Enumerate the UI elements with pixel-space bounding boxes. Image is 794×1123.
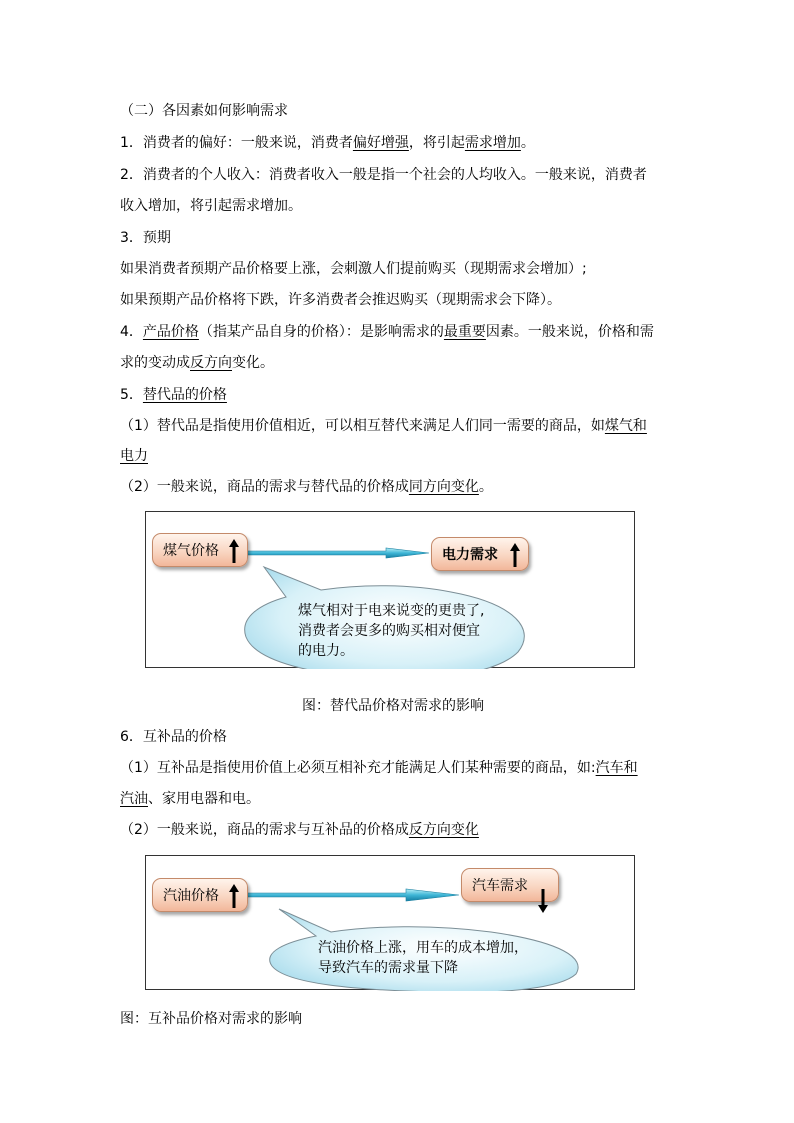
item-4-line-2: 求的变动成反方向变化。: [120, 355, 274, 371]
item-5-title: 5．替代品的价格: [120, 387, 227, 403]
up-arrow-icon: [229, 539, 239, 563]
gas-price-box: 煤气价格: [152, 533, 248, 567]
item-5-1-line-2: 电力: [120, 448, 148, 464]
gasoline-price-box: 汽油价格: [152, 878, 248, 912]
connector-arrow: [242, 889, 459, 901]
item-6-2: （2）一般来说，商品的需求与互补品的价格成反方向变化: [120, 822, 479, 838]
item-6-1-line-2: 汽油、家用电器和电。: [120, 791, 260, 807]
diagram-2-caption: 图：互补品价格对需求的影响: [120, 1011, 302, 1027]
section-title: （二）各因素如何影响需求: [120, 103, 288, 119]
item-1: 1．消费者的偏好：一般来说，消费者偏好增强，将引起需求增加。: [120, 135, 535, 151]
item-3-line-1: 如果消费者预期产品价格要上涨，会刺激人们提前购买（现期需求会增加）;: [120, 261, 587, 277]
bubble-text-2: 汽油价格上涨，用车的成本增加， 导致汽车的需求量下降: [318, 940, 528, 976]
up-arrow-icon: [510, 543, 520, 567]
complement-diagram: [145, 855, 635, 990]
diagram-1-caption: 图：替代品价格对需求的影响: [302, 698, 484, 714]
item-5-2: （2）一般来说，商品的需求与替代品的价格成同方向变化。: [120, 479, 493, 495]
item-4-line-1: 4．产品价格（指某产品自身的价格）：是影响需求的最重要因素。一般来说，价格和需: [120, 324, 654, 340]
electricity-demand-box: 电力需求: [431, 537, 529, 571]
item-2-line-1: 2．消费者的个人收入：消费者收入一般是指一个社会的人均收入。一般来说，消费者: [120, 167, 647, 183]
item-6-title: 6．互补品的价格: [120, 729, 227, 745]
item-6-1-line-1: （1）互补品是指使用价值上必须互相补充才能满足人们某种需要的商品，如:汽车和: [120, 760, 638, 776]
connector-arrow: [242, 548, 429, 558]
item-2-line-2: 收入增加，将引起需求增加。: [120, 198, 302, 214]
down-arrow-icon: [538, 889, 548, 913]
car-demand-box: 汽车需求: [461, 868, 559, 902]
item-5-1-line-1: （1）替代品是指使用价值相近，可以相互替代来满足人们同一需要的商品，如煤气和: [120, 418, 647, 434]
item-3-line-2: 如果预期产品价格将下跌，许多消费者会推迟购买（现期需求会下降）。: [120, 292, 561, 308]
bubble-text-1: 煤气相对于电来说变的更贵了, 消费者会更多的购买相对便宜 的电力。: [298, 603, 485, 659]
item-3-title: 3．预期: [120, 230, 171, 246]
up-arrow-icon: [229, 884, 239, 908]
substitute-diagram: [145, 511, 635, 668]
